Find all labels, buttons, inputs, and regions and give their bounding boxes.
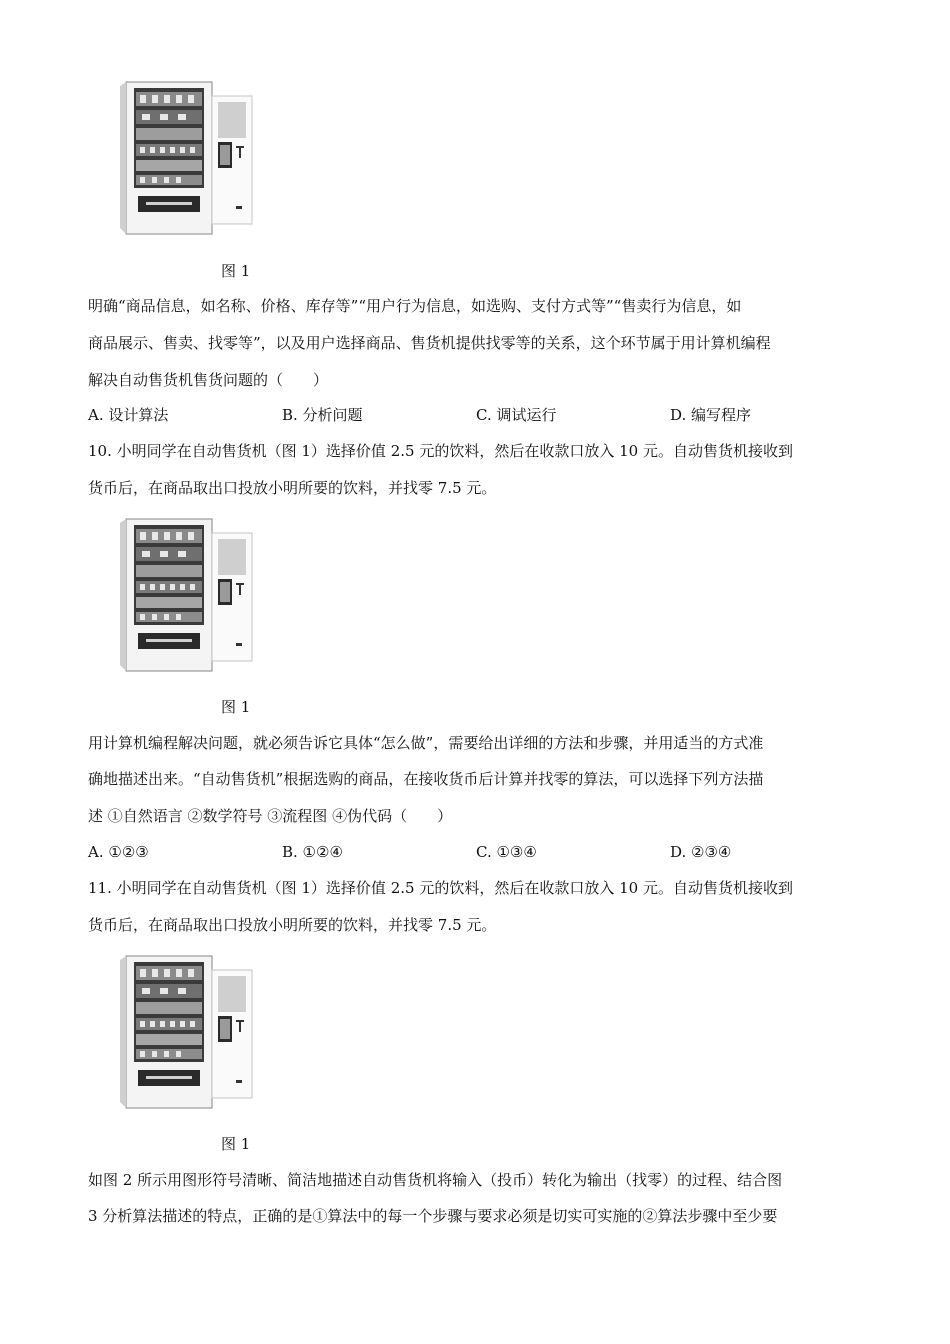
q9-option-b: B. 分析问题 — [282, 406, 363, 424]
q9-option-c: C. 调试运行 — [476, 406, 557, 424]
figure-caption: 图 1 — [221, 1135, 251, 1153]
q9-line-3: 解决自动售货机售货问题的（ ） — [88, 371, 329, 389]
q9-option-d: D. 编写程序 — [670, 406, 752, 424]
q10-stem-line-1: 10. 小明同学在自动售货机（图 1）选择价值 2.5 元的饮料，然后在收款口放入 10 元。自动售货机接收到 — [88, 442, 793, 460]
q10-line-2: 确地描述出来。“自动售货机”根据选购的商品，在接收货币后计算并找零的算法，可以选择下列方法描 — [88, 770, 764, 788]
q11-line-1: 如图 2 所示用图形符号清晰、简洁地描述自动售货机将输入（投币）转化为输出（找零）的过程、结合图 — [88, 1171, 783, 1189]
q10-option-c: C. ①③④ — [476, 843, 537, 861]
q10-stem-line-2: 货币后，在商品取出口投放小明所要的饮料，并找零 7.5 元。 — [88, 479, 497, 497]
q10-option-d: D. ②③④ — [670, 843, 732, 861]
q11-line-2: 3 分析算法描述的特点，正确的是①算法中的每一个步骤与要求必须是切实可实施的②算法步骤中至少要 — [88, 1207, 778, 1225]
q11-stem-line-2: 货币后，在商品取出口投放小明所要的饮料，并找零 7.5 元。 — [88, 916, 497, 934]
vending-machine-image — [120, 952, 260, 1112]
q10-line-3: 述 ①自然语言 ②数学符号 ③流程图 ④伪代码（ ） — [88, 807, 453, 825]
q10-line-1: 用计算机编程解决问题，就必须告诉它具体“怎么做”，需要给出详细的方法和步骤，并用适当的方式准 — [88, 734, 764, 752]
q9-line-1: 明确“商品信息，如名称、价格、库存等”“用户行为信息，如选购、支付方式等”“售卖行为信息，如 — [88, 297, 742, 315]
q10-option-a: A. ①②③ — [88, 843, 149, 861]
vending-machine-image — [120, 515, 260, 675]
figure-caption: 图 1 — [221, 698, 251, 716]
q11-stem-line-1: 11. 小明同学在自动售货机（图 1）选择价值 2.5 元的饮料，然后在收款口放入 10 元。自动售货机接收到 — [88, 879, 793, 897]
q9-line-2: 商品展示、售卖、找零等”，以及用户选择商品、售货机提供找零等的关系，这个环节属于用计算机编程 — [88, 334, 771, 352]
q10-option-b: B. ①②④ — [282, 843, 343, 861]
vending-machine-image — [120, 78, 260, 238]
q9-option-a: A. 设计算法 — [88, 406, 169, 424]
figure-caption: 图 1 — [221, 262, 251, 280]
